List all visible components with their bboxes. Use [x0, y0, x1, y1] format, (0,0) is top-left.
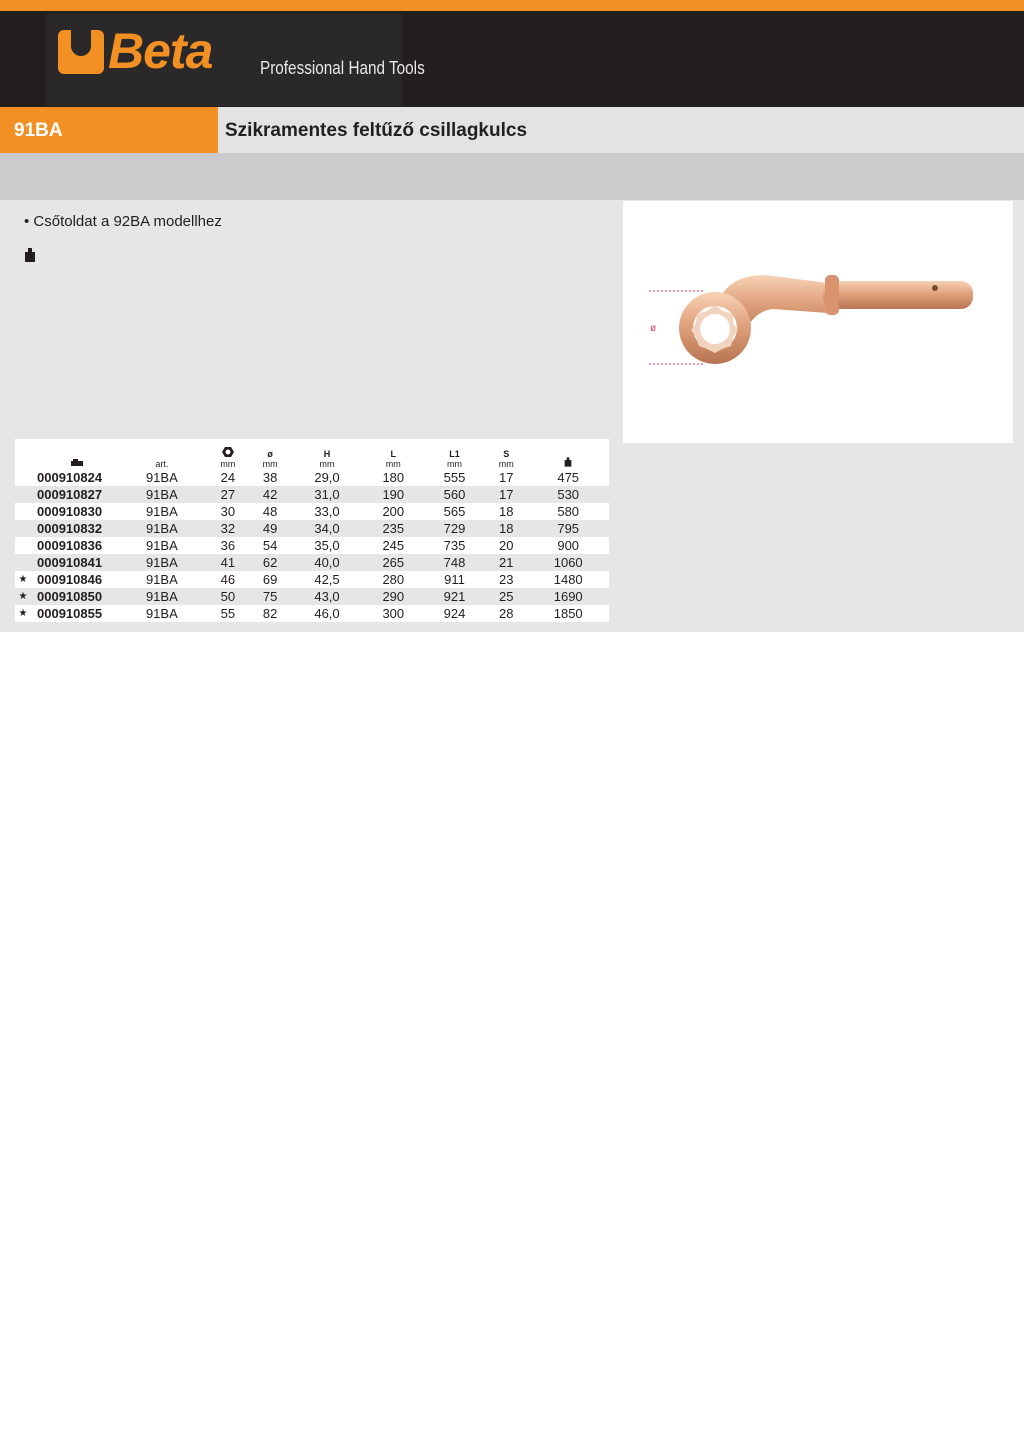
cell-h: 34,0 — [291, 520, 362, 537]
cell-h: 35,0 — [291, 537, 362, 554]
cell-l1: 748 — [424, 554, 485, 571]
cell-star — [15, 486, 31, 503]
cell-s: 18 — [485, 520, 527, 537]
cell-s: 20 — [485, 537, 527, 554]
table-header-size: mm — [207, 439, 249, 469]
cell-l1: 565 — [424, 503, 485, 520]
table-header-h: H mm — [291, 439, 362, 469]
brand-tagline: Professional Hand Tools — [260, 58, 425, 78]
cell-h: 43,0 — [291, 588, 362, 605]
wrench-logo-icon — [58, 30, 104, 74]
table-row — [15, 571, 609, 588]
dimension-label: ø — [650, 323, 657, 334]
cell-art: 91BA — [117, 486, 207, 503]
cell-code: 000910850 — [31, 588, 117, 605]
cell-h: 40,0 — [291, 554, 362, 571]
cell-dia: 38 — [249, 469, 291, 486]
cell-art: 91BA — [117, 571, 207, 588]
cell-star — [15, 554, 31, 571]
cell-weight: 795 — [527, 520, 609, 537]
cell-l: 280 — [363, 571, 424, 588]
cell-dia: 75 — [249, 588, 291, 605]
cell-l: 265 — [363, 554, 424, 571]
cell-weight: 1690 — [527, 588, 609, 605]
cell-s: 17 — [485, 486, 527, 503]
table-header-row — [15, 439, 609, 469]
cell-l1: 729 — [424, 520, 485, 537]
cell-s: 23 — [485, 571, 527, 588]
table-header-l1: L1 mm — [424, 439, 485, 469]
cell-star — [15, 503, 31, 520]
brand-logo: Beta — [108, 23, 213, 79]
cell-l: 200 — [363, 503, 424, 520]
cell-s: 21 — [485, 554, 527, 571]
cell-s: 18 — [485, 503, 527, 520]
cell-size: 36 — [207, 537, 249, 554]
cell-dia: 48 — [249, 503, 291, 520]
cell-star — [15, 537, 31, 554]
cell-weight: 530 — [527, 486, 609, 503]
code-icon — [71, 459, 85, 467]
table-body — [15, 469, 609, 622]
cell-art: 91BA — [117, 520, 207, 537]
table-header-code — [31, 439, 117, 469]
table-row — [15, 486, 609, 503]
cell-l1: 924 — [424, 605, 485, 622]
table-row — [15, 605, 609, 622]
cell-l1: 555 — [424, 469, 485, 486]
weight-icon — [24, 248, 36, 262]
table-row — [15, 503, 609, 520]
cell-h: 42,5 — [291, 571, 362, 588]
cell-l: 300 — [363, 605, 424, 622]
cell-weight: 900 — [527, 537, 609, 554]
cell-s: 17 — [485, 469, 527, 486]
cell-s: 25 — [485, 588, 527, 605]
table-row — [15, 554, 609, 571]
table-row — [15, 588, 609, 605]
section-bar — [0, 153, 1024, 200]
product-title: Szikramentes feltűző csillagkulcs — [225, 120, 528, 141]
cell-weight: 1480 — [527, 571, 609, 588]
table-header-l: L mm — [363, 439, 424, 469]
table-header-diameter: ø mm — [249, 439, 291, 469]
cell-size: 24 — [207, 469, 249, 486]
cell-art: 91BA — [117, 469, 207, 486]
cell-star — [15, 520, 31, 537]
cell-code: 000910841 — [31, 554, 117, 571]
cell-weight: 1060 — [527, 554, 609, 571]
cell-dia: 54 — [249, 537, 291, 554]
cell-l1: 911 — [424, 571, 485, 588]
cell-l: 235 — [363, 520, 424, 537]
cell-art: 91BA — [117, 503, 207, 520]
cell-s: 28 — [485, 605, 527, 622]
table-header-star — [15, 439, 31, 469]
cell-size: 41 — [207, 554, 249, 571]
cell-code: 000910855 — [31, 605, 117, 622]
specification-table — [15, 439, 609, 622]
cell-code: 000910824 — [31, 469, 117, 486]
cell-dia: 49 — [249, 520, 291, 537]
cell-weight: 475 — [527, 469, 609, 486]
cell-dia: 62 — [249, 554, 291, 571]
product-image — [623, 201, 1013, 443]
cell-dia: 69 — [249, 571, 291, 588]
cell-l1: 560 — [424, 486, 485, 503]
cell-l: 245 — [363, 537, 424, 554]
feature-bullet: • Csőtoldat a 92BA modellhez — [24, 213, 222, 230]
cell-code: 000910832 — [31, 520, 117, 537]
weight-icon — [564, 457, 572, 467]
cell-l: 290 — [363, 588, 424, 605]
cell-code: 000910827 — [31, 486, 117, 503]
cell-h: 33,0 — [291, 503, 362, 520]
cell-art: 91BA — [117, 605, 207, 622]
cell-star: ★ — [15, 605, 31, 622]
cell-l1: 735 — [424, 537, 485, 554]
ring-wrench-photo — [623, 201, 1013, 443]
cell-l: 190 — [363, 486, 424, 503]
cell-h: 31,0 — [291, 486, 362, 503]
table-header-art: art. — [117, 439, 207, 469]
cell-weight: 580 — [527, 503, 609, 520]
cell-size: 50 — [207, 588, 249, 605]
cell-code: 000910846 — [31, 571, 117, 588]
cell-size: 46 — [207, 571, 249, 588]
cell-weight: 1850 — [527, 605, 609, 622]
table-row — [15, 469, 609, 486]
nut-icon — [222, 447, 234, 457]
cell-size: 27 — [207, 486, 249, 503]
cell-size: 30 — [207, 503, 249, 520]
table-row — [15, 520, 609, 537]
cell-art: 91BA — [117, 554, 207, 571]
cell-code: 000910830 — [31, 503, 117, 520]
cell-dia: 82 — [249, 605, 291, 622]
cell-star: ★ — [15, 588, 31, 605]
cell-art: 91BA — [117, 588, 207, 605]
cell-h: 29,0 — [291, 469, 362, 486]
cell-size: 55 — [207, 605, 249, 622]
cell-size: 32 — [207, 520, 249, 537]
cell-art: 91BA — [117, 537, 207, 554]
cell-code: 000910836 — [31, 537, 117, 554]
table-header-weight — [527, 439, 609, 469]
cell-l: 180 — [363, 469, 424, 486]
cell-l1: 921 — [424, 588, 485, 605]
cell-h: 46,0 — [291, 605, 362, 622]
cell-dia: 42 — [249, 486, 291, 503]
table-header-s: S mm — [485, 439, 527, 469]
cell-star — [15, 469, 31, 486]
product-code: 91BA — [14, 120, 63, 141]
cell-star: ★ — [15, 571, 31, 588]
table-row — [15, 537, 609, 554]
